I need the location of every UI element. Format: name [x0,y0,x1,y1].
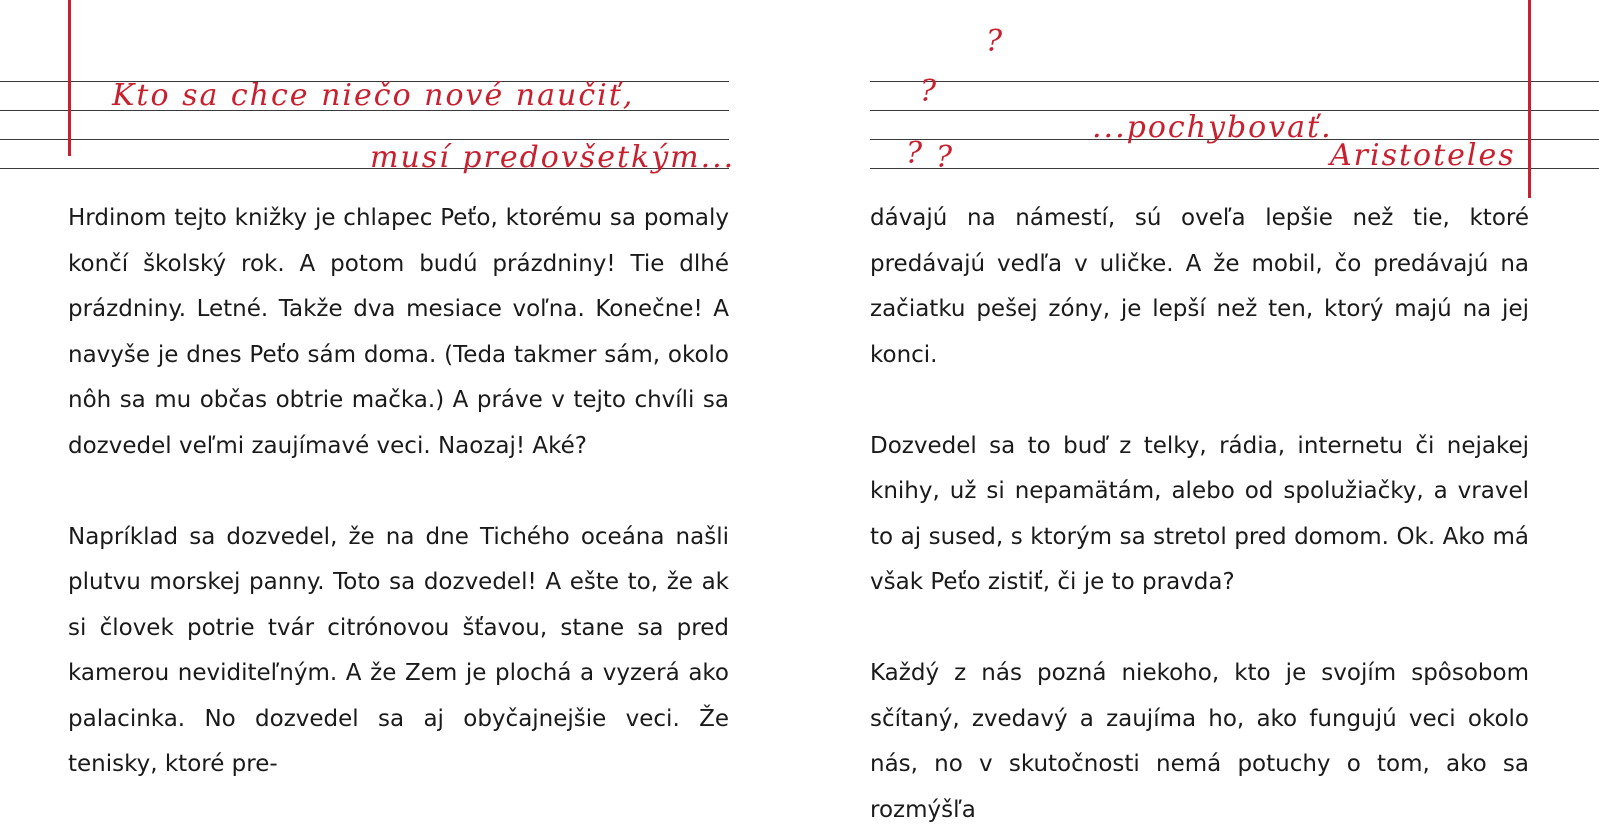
quote-author: Aristoteles [1330,138,1516,173]
ruled-line [870,81,1599,82]
quote-end: ...pochybovať. [1092,110,1333,145]
quote-line-1: Kto sa chce niečo nové naučiť, [112,78,635,113]
paragraph: Dozvedel sa to buď z telky, rádia, internetu či nejakej knihy, už si nepamätám, alebo od spolužiačky, a vravel to aj sused, s ktorým sa stretol pred domom. Ok. Ako má však Peťo zistiť, či je to pravda? [870,432,1529,595]
paragraph: Každý z nás pozná niekoho, kto je svojím spôsobom sčítaný, zvedavý a zaujíma ho, ako fungujú veci okolo nás, no v skutočnosti nemá potuchy o tom, ako sa rozmýšľa [870,660,1529,823]
question-mark: ? [906,136,923,171]
quote-line-2: musí predovšetkým... [370,140,736,175]
question-mark: ? [936,140,953,175]
right-page [860,0,1599,823]
paragraph: Hrdinom tejto knižky je chlapec Peťo, ktorému sa pomaly končí školský rok. A potom budú prázdniny! Tie dlhé prázdniny. Letné. Takže dva mesiace voľna. Konečne! A navyše je dnes Peťo sám doma. (Teda takmer sám, okolo nôh sa mu občas obtrie mačka.) A práve v tejto chvíli sa dozvedel veľmi zaujímavé veci. Naozaj! Aké? [68,205,729,459]
margin-line [68,0,71,156]
left-page [0,0,760,800]
right-body-text [870,196,1529,833]
question-mark: ? [920,74,937,109]
margin-line [1528,0,1531,198]
question-mark: ? [986,24,1003,59]
paragraph: dávajú na námestí, sú oveľa lepšie než tie, ktoré predávajú vedľa v uličke. A že mobil, čo predávajú na začiatku pešej zóny, je lepší než ten, ktorý majú na jej konci. [870,205,1529,368]
paragraph: Napríklad sa dozvedel, že na dne Tichého oceána našli plutvu morskej panny. Toto sa dozvedel! A ešte to, že ak si človek potrie tvár citrónovou šťavou, stane sa pred kamerou neviditeľným. A že Zem je plochá a vyzerá ako palacinka. No dozvedel sa aj obyčajnejšie veci. Že tenisky, ktoré pre- [68,523,729,777]
left-body-text [68,196,729,788]
